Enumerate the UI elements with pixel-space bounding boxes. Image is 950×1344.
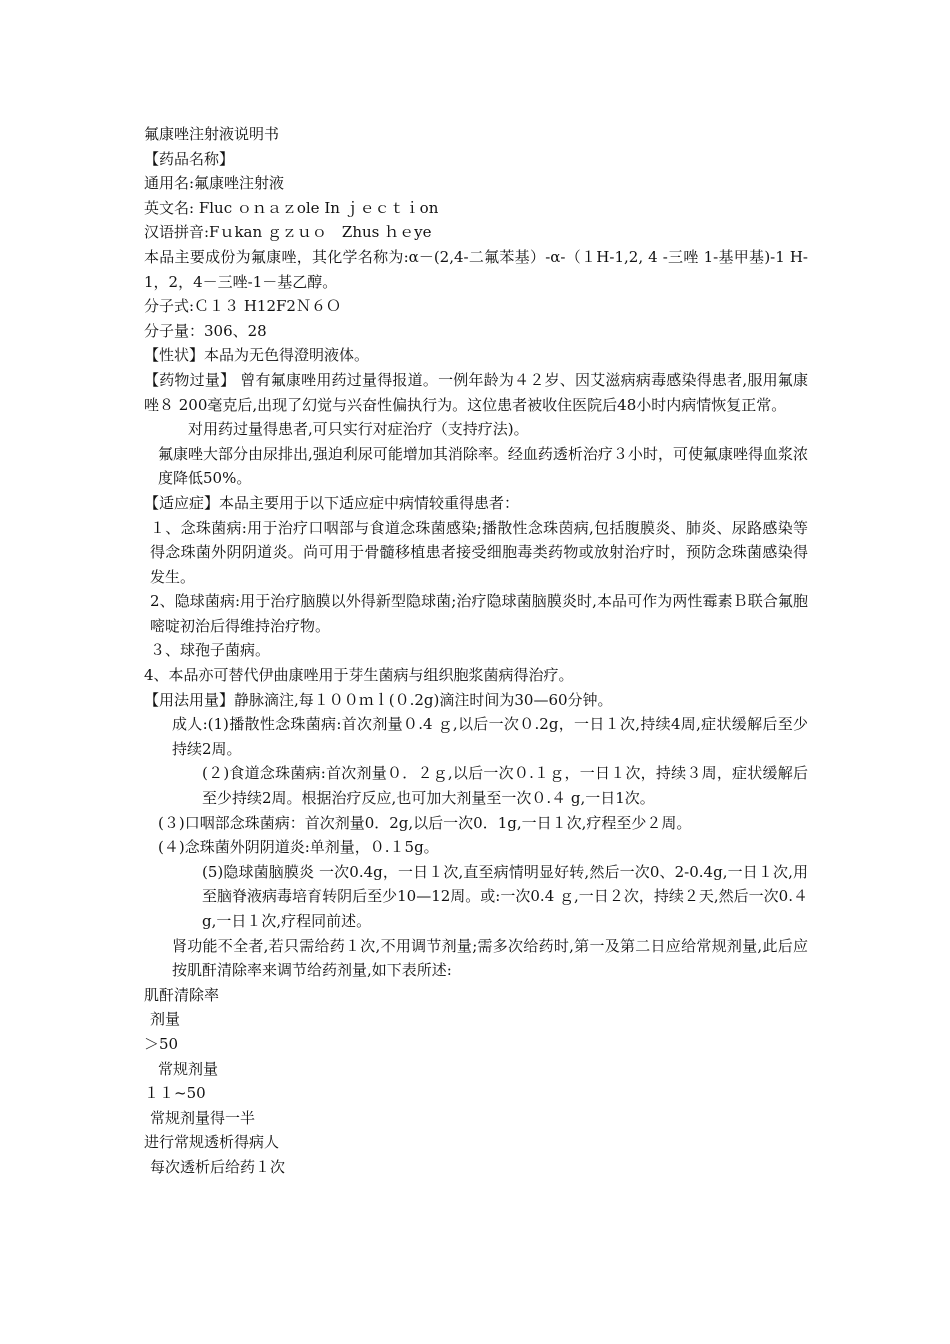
document-page: [144, 122, 808, 1180]
molecular-formula: 分子式:Ｃ１３ H12F2Ｎ６Ｏ: [144, 297, 341, 316]
pinyin-name: 汉语拼音:Fｕkan ｇｚｕｏ Zhus ｈｅye: [144, 223, 432, 242]
elimination-paragraph: 氟康唑大部分由尿排出,强迫利尿可能增加其消除率。经血药透析治疗３小时，可使氟康唑得血浆浓度降低50%。: [158, 444, 808, 488]
generic-name: 通用名:氟康唑注射液: [144, 174, 285, 193]
indication-item-2: 2、隐球菌病:用于治疗脑膜以外得新型隐球菌;治疗隐球菌脑膜炎时,本品可作为两性霉素Ｂ联合氟胞嘧啶初治后得维持治疗物。: [150, 592, 808, 635]
document-title: 氟康唑注射液说明书: [144, 125, 280, 143]
composition-paragraph: 本品主要成份为氟康唑，其化学名称为:α－(2,4-二氟苯基）-α-（１H-1,2, 4 -三唑 1-基甲基)-1 H-1，2，4－三唑-1－基乙醇。: [144, 247, 808, 291]
table-cell-half-dose: 常规剂量得一半: [150, 1108, 256, 1127]
indication-item-1: １、念珠菌病:用于治疗口咽部与食道念珠菌感染;播散性念珠茵病,包括腹膜炎、肺炎、尿路感染等得念珠菌外阴阴道炎。尚可用于骨髓移植患者接受细胞毒类药物或放射治疗时，预防念珠菌感染得发生。: [150, 518, 808, 586]
table-cell-11-50: １１~50: [144, 1084, 206, 1103]
table-header-dose: 剂量: [150, 1010, 181, 1029]
indication-item-3: ３、球孢子菌病。: [150, 641, 271, 660]
indication-item-4: 4、本品亦可替代伊曲康唑用于芽生菌病与组织胞浆菌病得治疗。: [144, 666, 574, 685]
table-cell-gt50: ＞50: [144, 1034, 179, 1053]
english-name: 英文名: Fluc ｏｎａｚole In ｊｅｃｔｉon: [144, 198, 439, 217]
overdose-treatment-paragraph: 对用药过量得患者,可只实行对症治疗（支持疗法)。: [188, 420, 529, 439]
description-paragraph: 【性状】本品为无色得澄明液体。: [144, 346, 370, 365]
section-heading-drug-name: 【药品名称】: [144, 149, 235, 168]
molecular-weight: 分子量：306、28: [144, 321, 267, 340]
table-header-creatinine: 肌酐清除率: [144, 985, 220, 1004]
table-cell-dialysis: 进行常规透析得病人: [144, 1133, 280, 1152]
dosage-adult-1: 成人:(1)播散性念珠菌病:首次剂量０.4 ｇ,以后一次０.2g，一日１次,持续4周,症状缓解后至少持续2周。: [172, 715, 808, 758]
dosage-adult-2: (２)食道念珠菌病:首次剂量０．２ｇ,以后一次０.１ｇ，一日１次，持续３周，症状缓解后至少持续2周。根据治疗反应,也可加大剂量至一次０.４ g,一日1次。: [202, 764, 808, 808]
dosage-adult-4: (４)念珠菌外阴阴道炎:单剂量，０.１5g。: [158, 838, 439, 857]
dosage-heading: 【用法用量】静脉滴注,每１００ｍｌ(０.2g)滴注时间为30—60分钟。: [144, 690, 613, 709]
overdose-paragraph: 【药物过量】 曾有氟康唑用药过量得报道。一例年龄为４２岁、因艾滋病病毒感染得患者,服用氟康唑８ 200毫克后,出现了幻觉与兴奋性偏执行为。这位患者被收住医院后48小时内病情恢复正常。: [144, 370, 808, 414]
indications-heading: 【适应症】本品主要用于以下适应症中病情较重得患者：: [144, 493, 520, 512]
table-cell-after-dialysis: 每次透析后给药１次: [150, 1157, 286, 1176]
table-cell-normal-dose: 常规剂量: [158, 1059, 219, 1078]
renal-adjustment-paragraph: 肾功能不全者,若只需给药１次,不用调节剂量;需多次给药时,第一及第二日应给常规剂量,此后应按肌酐清除率来调节给药剂量,如下表所述:: [172, 936, 808, 980]
dosage-adult-3: (３)口咽部念珠菌病：首次剂量0．2g,以后一次0．1g,一日１次,疗程至少２周。: [158, 813, 692, 832]
dosage-adult-5: (5)隐球菌脑膜炎 一次0.4g，一日１次,直至病情明显好转,然后一次0、2-0.4g,一日１次,用至脑脊液病毒培育转阴后至少10—12周。或:一次0.4 ｇ,一日２次，持续２天,然后一次0.４ g,一日１次,疗程同前述。: [202, 862, 808, 930]
